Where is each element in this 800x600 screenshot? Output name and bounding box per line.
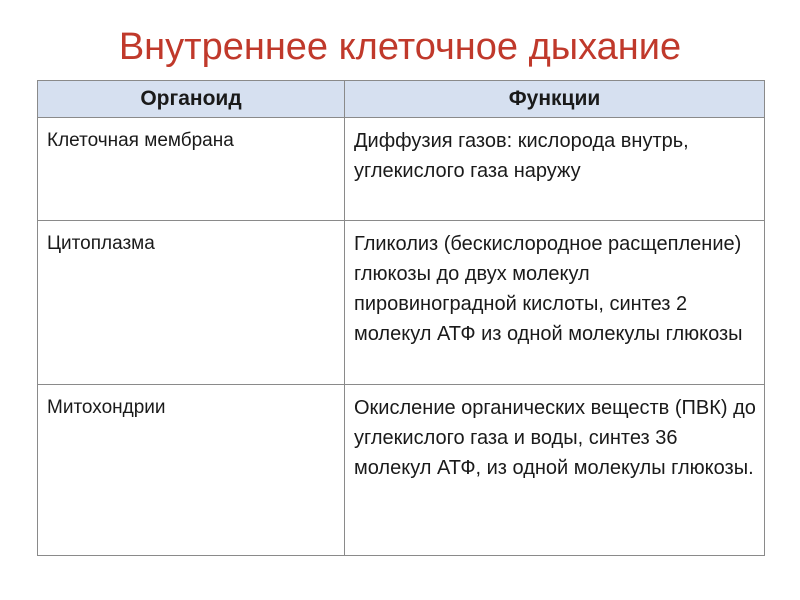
- organoid-function-table: [37, 80, 765, 556]
- function-cell: Гликолиз (бескислородное расщепление) глюкозы до двух молекул пировиноградной кислоты, синтез 2 молекул АТФ из одной молекулы глюкозы: [345, 221, 765, 385]
- function-cell: Окисление органических веществ (ПВК) до углекислого газа и воды, синтез 36 молекул АТФ, из одной молекулы глюкозы.: [345, 385, 765, 556]
- table-header-row: [38, 81, 765, 118]
- organoid-cell: Клеточная мембрана: [38, 118, 345, 221]
- header-functions: Функции: [345, 81, 765, 118]
- slide-title: Внутреннее клеточное дыхание: [118, 26, 682, 68]
- organoid-cell: Митохондрии: [38, 385, 345, 556]
- table-row: [38, 118, 765, 221]
- table-row: [38, 385, 765, 556]
- table-row: [38, 221, 765, 385]
- function-cell: Диффузия газов: кислорода внутрь, углекислого газа наружу: [345, 118, 765, 221]
- organoid-cell: Цитоплазма: [38, 221, 345, 385]
- header-organoid: Органоид: [38, 81, 345, 118]
